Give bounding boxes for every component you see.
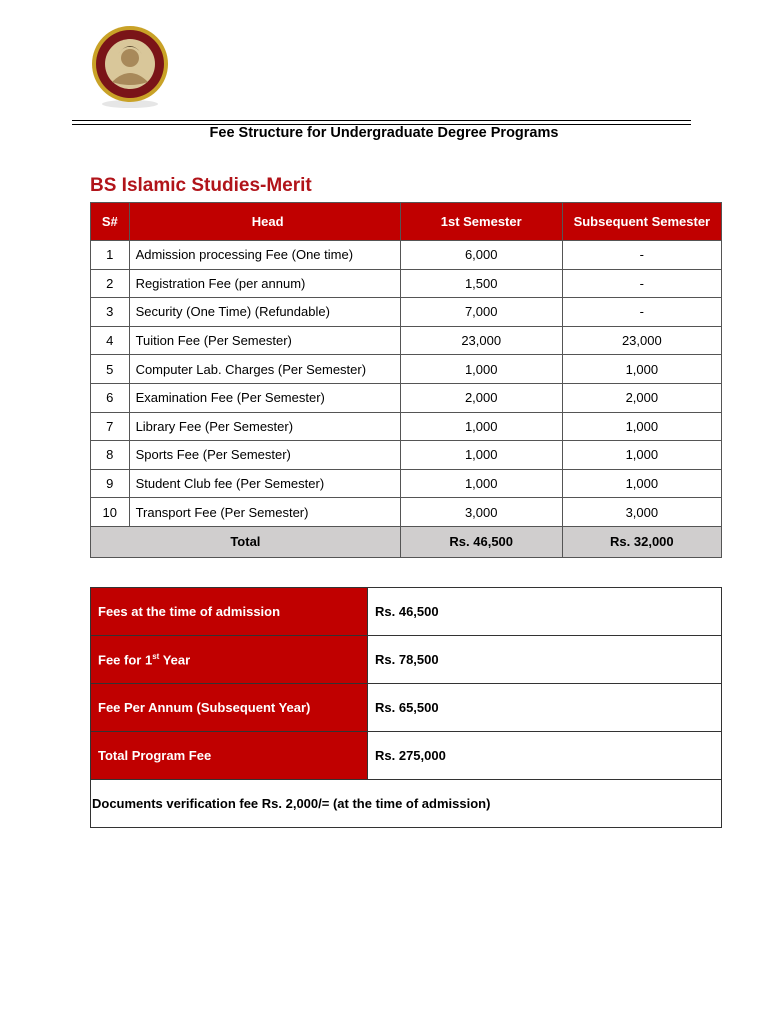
cell-first-semester: 1,500 [400,269,562,298]
total-row [91,526,722,557]
summary-label: Fees at the time of admission [91,588,368,636]
cell-subsequent-semester: 23,000 [562,326,721,355]
summary-label [91,636,368,684]
total-label: Total [91,526,401,557]
column-header-head: Head [129,203,400,241]
summary-label-suffix: Year [159,652,191,668]
cell-first-semester: 1,000 [400,469,562,498]
cell-first-semester: 3,000 [400,498,562,527]
cell-sn: 1 [91,241,130,270]
cell-sn: 5 [91,355,130,384]
table-row [91,298,722,327]
summary-row-first-year [91,636,722,684]
summary-row-admission [91,588,722,636]
summary-label: Total Program Fee [91,732,368,780]
table-row [91,441,722,470]
cell-sn: 7 [91,412,130,441]
cell-head: Security (One Time) (Refundable) [129,298,400,327]
cell-sn: 6 [91,383,130,412]
cell-first-semester: 7,000 [400,298,562,327]
summary-label: Fee Per Annum (Subsequent Year) [91,684,368,732]
summary-value: Rs. 46,500 [368,588,722,636]
cell-sn: 2 [91,269,130,298]
cell-subsequent-semester: 3,000 [562,498,721,527]
cell-head: Library Fee (Per Semester) [129,412,400,441]
table-row [91,241,722,270]
cell-head: Tuition Fee (Per Semester) [129,326,400,355]
cell-subsequent-semester: 1,000 [562,469,721,498]
column-header-first-semester: 1st Semester [400,203,562,241]
cell-sn: 9 [91,469,130,498]
cell-head: Student Club fee (Per Semester) [129,469,400,498]
university-logo [90,24,170,110]
fee-summary-table [90,587,722,828]
cell-first-semester: 1,000 [400,412,562,441]
cell-subsequent-semester: 1,000 [562,441,721,470]
table-row [91,469,722,498]
cell-head: Sports Fee (Per Semester) [129,441,400,470]
cell-first-semester: 2,000 [400,383,562,412]
summary-row-note [91,780,722,828]
cell-sn: 3 [91,298,130,327]
summary-label-prefix: Fee for 1 [98,652,153,668]
cell-sn: 4 [91,326,130,355]
total-subsequent-semester: Rs. 32,000 [562,526,721,557]
cell-sn: 8 [91,441,130,470]
table-row [91,269,722,298]
column-header-subsequent-semester: Subsequent Semester [562,203,721,241]
summary-label-sup: st [152,651,160,661]
cell-subsequent-semester: 1,000 [562,412,721,441]
cell-first-semester: 1,000 [400,441,562,470]
cell-first-semester: 1,000 [400,355,562,384]
total-first-semester: Rs. 46,500 [400,526,562,557]
table-header-row [91,203,722,241]
program-title: BS Islamic Studies-Merit [90,175,312,196]
documents-verification-note: Documents verification fee Rs. 2,000/= (at the time of admission) [91,780,722,828]
cell-subsequent-semester: 2,000 [562,383,721,412]
cell-head: Examination Fee (Per Semester) [129,383,400,412]
summary-value: Rs. 275,000 [368,732,722,780]
cell-head: Admission processing Fee (One time) [129,241,400,270]
table-row [91,326,722,355]
cell-first-semester: 6,000 [400,241,562,270]
table-row [91,498,722,527]
cell-sn: 10 [91,498,130,527]
column-header-sn: S# [91,203,130,241]
cell-subsequent-semester: 1,000 [562,355,721,384]
cell-head: Computer Lab. Charges (Per Semester) [129,355,400,384]
table-row [91,355,722,384]
table-row [91,412,722,441]
cell-subsequent-semester: - [562,269,721,298]
cell-first-semester: 23,000 [400,326,562,355]
cell-subsequent-semester: - [562,241,721,270]
table-row [91,383,722,412]
fee-structure-table [90,202,722,558]
summary-row-per-annum [91,684,722,732]
cell-head: Registration Fee (per annum) [129,269,400,298]
summary-row-total-program [91,732,722,780]
cell-head: Transport Fee (Per Semester) [129,498,400,527]
summary-value: Rs. 65,500 [368,684,722,732]
page-title: Fee Structure for Undergraduate Degree Programs [209,125,559,141]
cell-subsequent-semester: - [562,298,721,327]
header-rule-top [72,120,691,121]
summary-value: Rs. 78,500 [368,636,722,684]
